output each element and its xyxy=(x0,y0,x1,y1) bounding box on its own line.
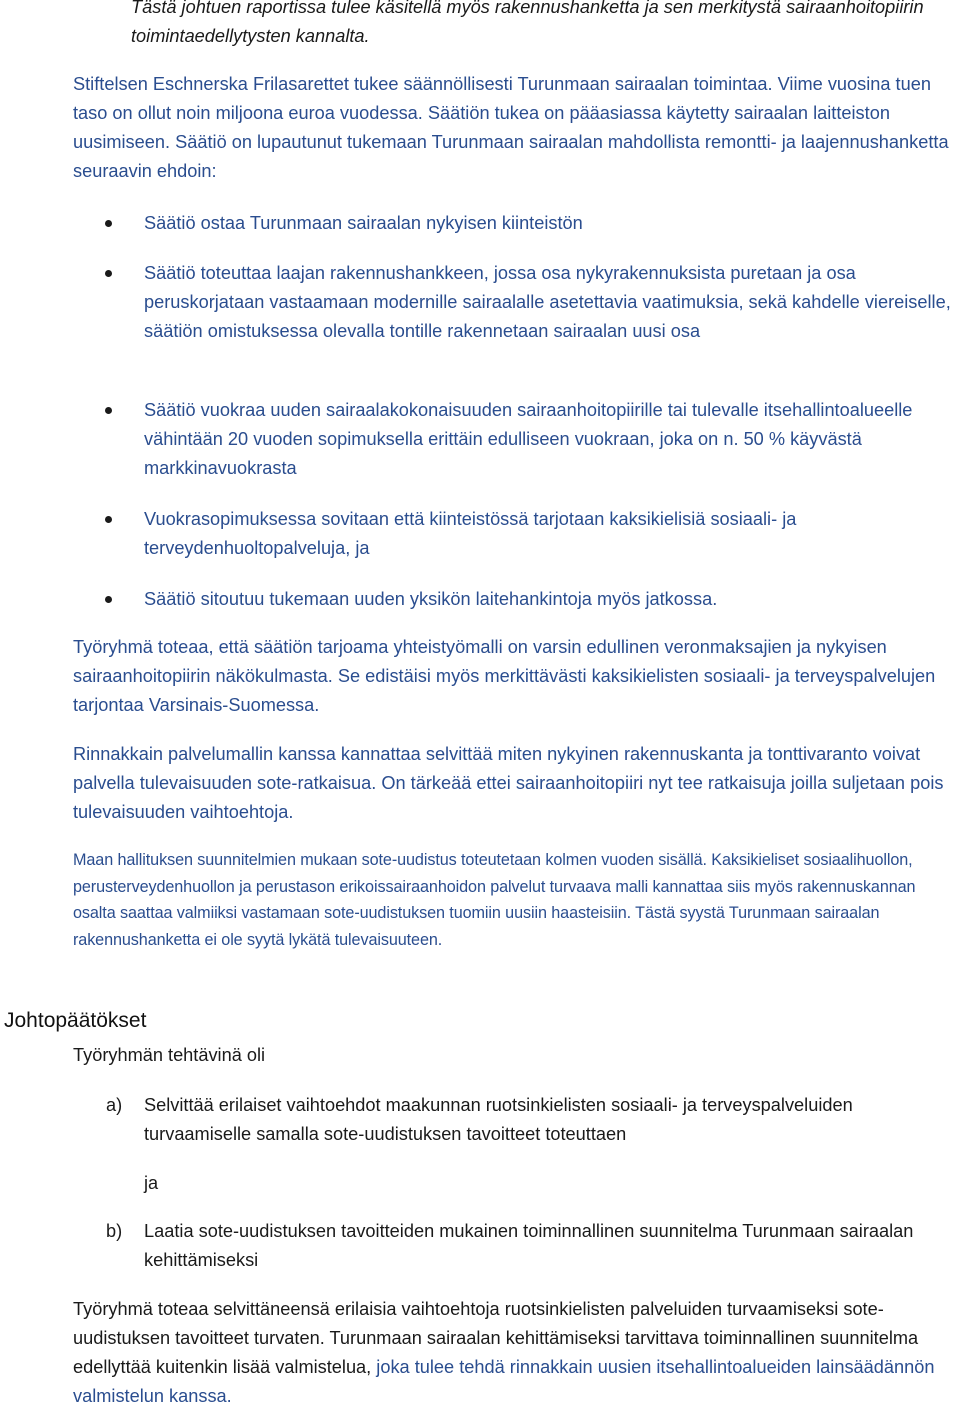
closing-paragraph xyxy=(73,1295,953,1411)
bullet-icon xyxy=(105,407,112,414)
ja-connector: ja xyxy=(144,1173,159,1193)
stiftelsen-text-blue: Stiftelsen Eschnerska Frilasarettet tukee säännöllisesti Turunmaan sairaalan toimintaa. Viime vuosina tuen taso on ollut noin miljoona euroa vuodessa. Säätiön tukea on pääasiassa käytetty sairaalan laitteiston uusimiseen. xyxy=(73,74,931,152)
section-heading-johtopaatokset: Johtopäätökset xyxy=(4,1009,147,1032)
list-item-text: Säätiö ostaa Turunmaan sairaalan nykyisen kiinteistön xyxy=(144,213,583,233)
tyoryhma-toteaa-paragraph: Työryhmä toteaa, että säätiön tarjoama yhteistyömalli on varsin edullinen veronmaksajien ja nykyisen sairaanhoitopiirin näkökulmasta. Se edistäisi myös merkittävästi kaksikielisten sosiaali- ja terveyspalvelujen tarjontaa Varsinais-Suomessa. xyxy=(73,637,936,715)
closing-text-black: Työryhmä toteaa selvittäneensä erilaisia vaihtoehtoja ruotsinkielisten palveluiden turvaamiseksi sote-uudistuksen tavoitteet turvaten. Turunmaan sairaalan kehittämiseksi tarvittava toiminnallinen suunnitelma edellyttää kuitenkin lisää valmistelua, xyxy=(73,1299,919,1377)
tehtavat-intro: Työryhmän tehtävinä oli xyxy=(73,1045,266,1065)
stiftelsen-paragraph xyxy=(73,70,953,186)
list-marker: a) xyxy=(106,1095,123,1115)
list-item-text: Laatia sote-uudistuksen tavoitteiden mukainen toiminnallinen suunnitelma Turunmaan sairaalan kehittämiseksi xyxy=(144,1221,914,1270)
bullet-icon xyxy=(105,596,112,603)
list-item-text: Säätiö toteuttaa laajan rakennushankkeen, jossa osa nykyrakennuksista puretaan ja osa peruskorjataan vastaamaan modernille sairaalalle asetettavia vaatimuksia, sekä kahdelle viereiselle, säätiön omistuksessa olevalla tontille rakennetaan sairaalan uusi osa xyxy=(144,263,951,341)
bullet-icon xyxy=(105,220,112,227)
rinnakkain-paragraph: Rinnakkain palvelumallin kanssa kannattaa selvittää miten nykyinen rakennuskanta ja tonttivaranto voivat palvella tulevaisuuden sote-ratkaisua. On tärkeää ettei sairaanhoitopiiri nyt tee ratkaisuja joilla suljetaan pois tulevaisuuden vaihtoehtoja. xyxy=(73,744,944,822)
stiftelsen-text-blue-2: Säätiö on lupautunut tukemaan Turunmaan sairaalan mahdollista remontti- ja laajennushanketta seuraavin ehdoin: xyxy=(73,132,949,181)
closing-text-blue: joka tulee tehdä rinnakkain uusien itsehallintoalueiden lainsäädännön valmistelun kanssa. xyxy=(73,1357,935,1406)
bullet-icon xyxy=(105,516,112,523)
list-item-text: Selvittää erilaiset vaihtoehdot maakunnan ruotsinkielisten sosiaali- ja terveyspalveluiden turvaamiselle samalla sote-uudistuksen tavoitteet toteuttaen xyxy=(144,1095,853,1144)
list-marker: b) xyxy=(106,1221,123,1241)
hallitus-paragraph: Maan hallituksen suunnitelmien mukaan sote-uudistus toteutetaan kolmen vuoden sisällä. Kaksikieliset sosiaalihuollon, perusterveydenhuollon ja perustason erikoissairaanhoidon palvelut turvaava malli kannattaa siis myös rakennuskannan osalta saattaa valmiiksi vastamaan sote-uudistuksen tuomiin uusiin haasteisiin. Tästä syystä Turunmaan sairaalan rakennushanketta ei ole syytä lykätä tulevaisuuteen. xyxy=(73,851,916,949)
intro-paragraph: Tästä johtuen raportissa tulee käsitellä myös rakennushanketta ja sen merkitystä sairaanhoitopiirin toimintaedellytysten kannalta. xyxy=(131,0,924,46)
list-item-text: Säätiö sitoutuu tukemaan uuden yksikön laitehankintoja myös jatkossa. xyxy=(144,589,718,609)
bullet-icon xyxy=(105,270,112,277)
list-item-text: Säätiö vuokraa uuden sairaalakokonaisuuden sairaanhoitopiirille tai tulevalle itsehallintoalueelle vähintään 20 vuoden sopimuksella erittäin edulliseen vuokraan, joka on n. 50 % käyvästä markkinavuokrasta xyxy=(144,400,913,478)
list-item-text: Vuokrasopimuksessa sovitaan että kiinteistössä tarjotaan kaksikielisiä sosiaali- ja terveydenhuoltopalveluja, ja xyxy=(144,509,797,558)
